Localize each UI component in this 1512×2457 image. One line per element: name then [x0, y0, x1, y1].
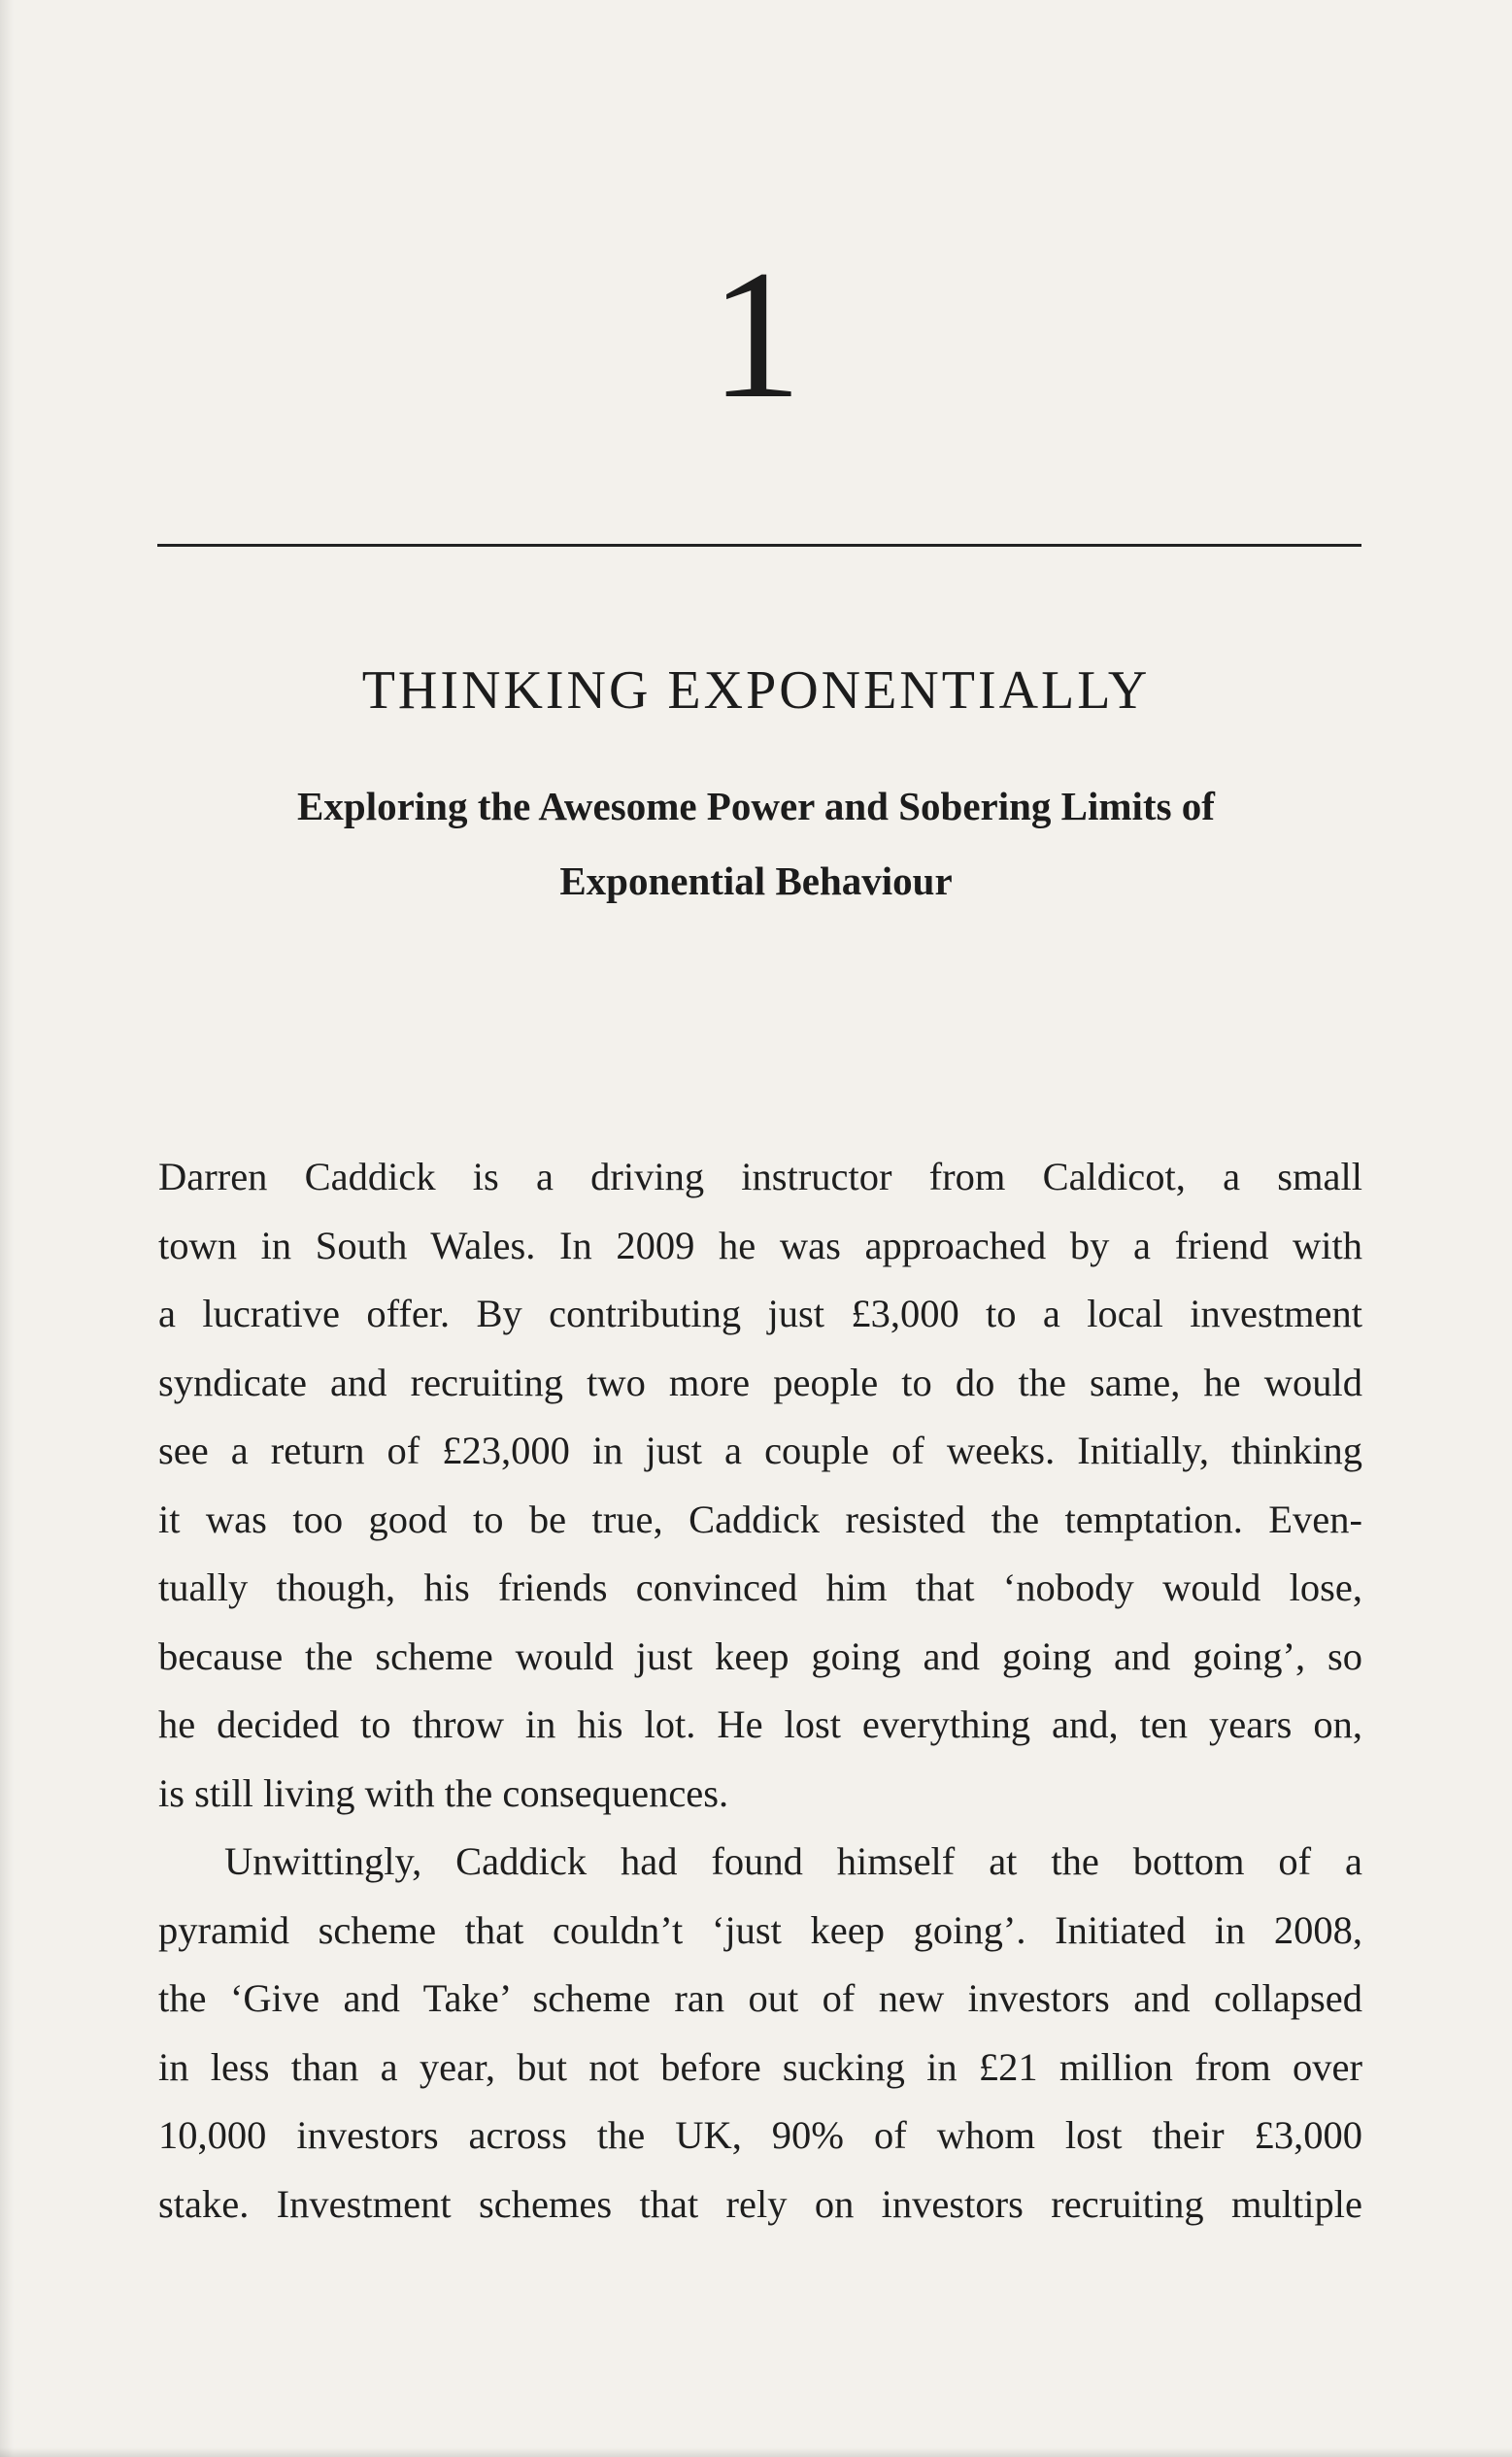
text-line: pyramid scheme that couldn’t ‘just keep going’. Initiated in 2008,: [158, 1907, 1362, 1952]
text-line: in less than a year, but not before sucking in £21 million from over: [158, 2044, 1362, 2089]
text-line: Darren Caddick is a driving instructor from Caldicot, a small: [158, 1155, 1362, 1198]
chapter-subtitle: [194, 769, 1318, 919]
paragraph: [158, 1143, 1362, 1828]
text-line: see a return of £23,000 in just a couple of weeks. Initially, thinking: [158, 1429, 1362, 1472]
text-line: he decided to throw in his lot. He lost everything and, ten years on,: [158, 1702, 1362, 1746]
text-line: a lucrative offer. By contributing just £3,000 to a local investment: [158, 1292, 1362, 1335]
text-line: it was too good to be true, Caddick resisted the temptation. Even-: [158, 1497, 1362, 1541]
chapter-subtitle-line: Exploring the Awesome Power and Sobering Limits of: [297, 784, 1215, 828]
body-text: [158, 1143, 1362, 2238]
text-line: tually though, his friends convinced him that ‘nobody would lose,: [158, 1565, 1362, 1609]
text-line: stake. Investment schemes that rely on investors recruiting multiple: [158, 2181, 1362, 2226]
text-line: syndicate and recruiting two more people to do the same, he would: [158, 1360, 1362, 1404]
chapter-number: 1: [710, 233, 802, 437]
text-line: 10,000 investors across the UK, 90% of whom lost their £3,000: [158, 2113, 1362, 2157]
chapter-subtitle-line: Exponential Behaviour: [559, 858, 953, 903]
scan-edge-shadow: [0, 2447, 1512, 2457]
text-line: Unwittingly, Caddick had found himself at the bottom of a: [224, 1839, 1362, 1883]
text-line: the ‘Give and Take’ scheme ran out of new investors and collapsed: [158, 1976, 1362, 2020]
chapter-title: THINKING EXPONENTIALLY: [361, 660, 1151, 721]
chapter-divider: [157, 544, 1361, 547]
paragraph: [158, 1828, 1362, 2238]
text-line: is still living with the consequences.: [158, 1770, 729, 1815]
text-line: because the scheme would just keep going and going and going’, so: [158, 1633, 1362, 1678]
text-line: town in South Wales. In 2009 he was approached by a friend with: [158, 1223, 1362, 1267]
